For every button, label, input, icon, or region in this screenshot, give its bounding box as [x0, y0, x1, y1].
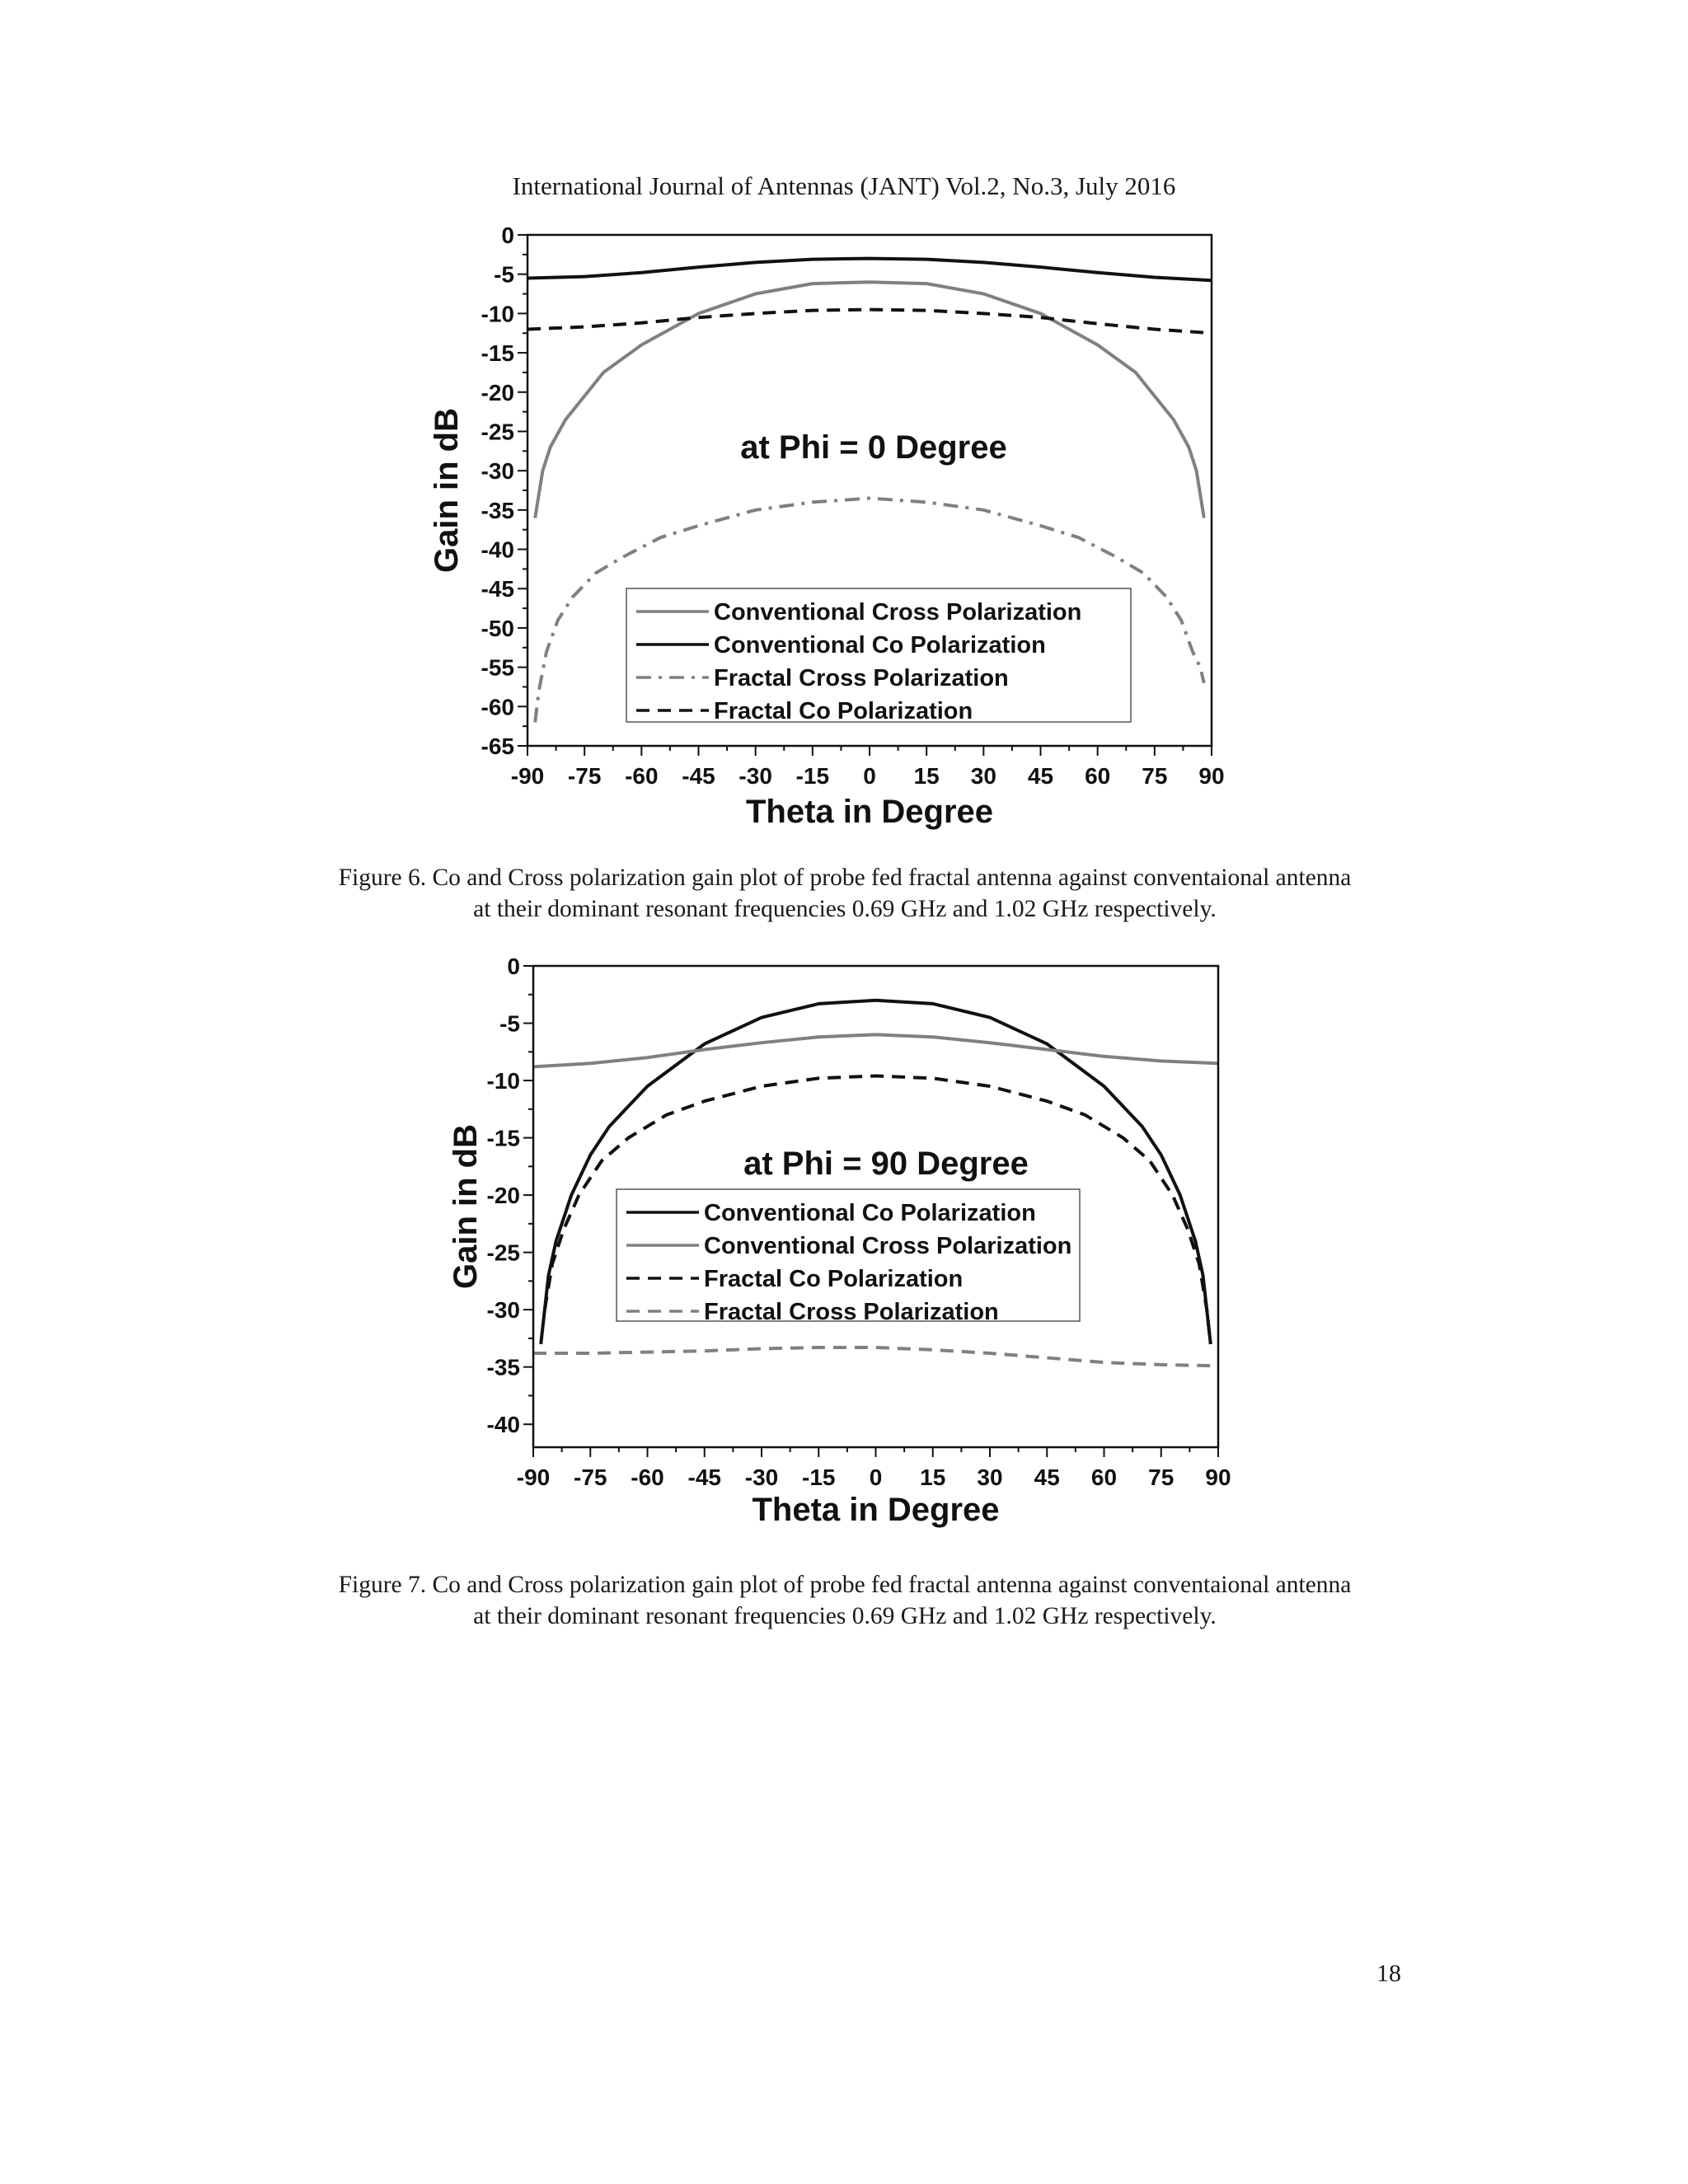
y-tick-label: -65 — [481, 733, 514, 759]
x-tick-label: -15 — [802, 1465, 836, 1490]
x-tick-label: 90 — [1198, 763, 1225, 789]
legend-label-3: Fractal Co Polarization — [714, 698, 973, 724]
y-tick-label: -10 — [481, 301, 514, 327]
legend-label-1: Conventional Cross Polarization — [704, 1233, 1072, 1259]
figure-7-caption — [280, 1569, 1409, 1632]
y-axis-label: Gain in dB — [448, 1124, 484, 1289]
x-tick-label: -30 — [738, 763, 772, 789]
y-tick-label: -55 — [481, 654, 514, 681]
x-tick-label: 75 — [1148, 1465, 1175, 1490]
x-tick-label: -30 — [744, 1465, 779, 1490]
y-tick-label: -5 — [494, 261, 514, 288]
x-tick-label: 0 — [869, 1465, 883, 1490]
y-tick-label: -50 — [481, 615, 514, 641]
legend-label-2: Fractal Cross Polarization — [714, 665, 1009, 691]
x-tick-label: 30 — [977, 1465, 1003, 1490]
x-tick-label: 45 — [1027, 763, 1054, 789]
legend-label-3: Fractal Cross Polarization — [704, 1299, 999, 1325]
x-tick-label: -15 — [795, 763, 830, 789]
y-tick-label: -40 — [486, 1412, 520, 1438]
y-tick-label: -25 — [486, 1240, 520, 1266]
x-tick-label: -90 — [516, 1465, 551, 1490]
series-line-1 — [533, 1034, 1218, 1066]
chart-title: at Phi = 90 Degree — [743, 1146, 1029, 1182]
y-tick-label: -40 — [481, 537, 514, 563]
x-tick-label: 15 — [920, 1465, 946, 1490]
y-tick-label: 0 — [501, 223, 514, 248]
figure-6-caption-line1: Figure 6. Co and Cross polarization gain plot of probe fed fractal antenna against conventaional antenna — [338, 865, 1352, 891]
y-tick-label: 0 — [507, 954, 520, 979]
x-tick-label: -45 — [687, 1465, 721, 1490]
y-tick-label: -15 — [486, 1125, 520, 1151]
x-tick-label: -75 — [574, 1465, 607, 1490]
y-tick-label: -25 — [481, 419, 514, 445]
y-tick-label: -10 — [486, 1068, 520, 1094]
y-tick-label: -35 — [481, 497, 514, 523]
y-tick-label: -20 — [486, 1183, 520, 1209]
x-tick-label: -90 — [510, 763, 545, 789]
x-tick-label: -75 — [567, 763, 602, 789]
x-axis-label: Theta in Degree — [752, 1492, 1000, 1528]
chart-title: at Phi = 0 Degree — [740, 429, 1007, 466]
page-number: 18 — [1376, 1960, 1401, 1987]
x-tick-label: 0 — [863, 763, 876, 789]
x-tick-label: 60 — [1085, 763, 1111, 789]
figure-7-caption-line2: at their dominant resonant frequencies 0.69 GHz and 1.02 GHz respectively. — [473, 1603, 1217, 1629]
y-tick-label: -45 — [481, 576, 514, 602]
y-tick-label: -30 — [481, 458, 514, 485]
x-tick-label: -60 — [631, 1465, 664, 1490]
y-tick-label: -5 — [499, 1010, 520, 1037]
figure-7-caption-line1: Figure 7. Co and Cross polarization gain plot of probe fed fractal antenna against conventaional antenna — [338, 1572, 1352, 1598]
x-axis-label: Theta in Degree — [745, 794, 994, 830]
x-tick-label: 45 — [1034, 1465, 1060, 1490]
legend-label-2: Fractal Co Polarization — [704, 1266, 964, 1292]
x-tick-label: -60 — [625, 763, 659, 789]
legend-label-1: Conventional Co Polarization — [714, 632, 1046, 658]
x-tick-label: -45 — [682, 763, 715, 789]
series-line-3 — [533, 1347, 1218, 1366]
x-tick-label: 15 — [913, 763, 940, 789]
legend-label-0: Conventional Co Polarization — [704, 1200, 1036, 1226]
legend-label-0: Conventional Cross Polarization — [714, 599, 1082, 626]
x-tick-label: 75 — [1142, 763, 1168, 789]
y-tick-label: -20 — [481, 379, 514, 405]
x-tick-label: 90 — [1205, 1465, 1231, 1490]
x-tick-label: 30 — [970, 763, 996, 789]
y-axis-label: Gain in dB — [429, 408, 465, 573]
figure-6-caption-line2: at their dominant resonant frequencies 0.69 GHz and 1.02 GHz respectively. — [473, 896, 1217, 922]
y-tick-label: -35 — [486, 1354, 520, 1380]
y-tick-label: -15 — [481, 340, 514, 367]
running-header: International Journal of Antennas (JANT) Vol.2, No.3, July 2016 — [512, 171, 1176, 200]
y-tick-label: -30 — [486, 1297, 520, 1324]
y-tick-label: -60 — [481, 694, 514, 720]
x-tick-label: 60 — [1090, 1465, 1118, 1490]
